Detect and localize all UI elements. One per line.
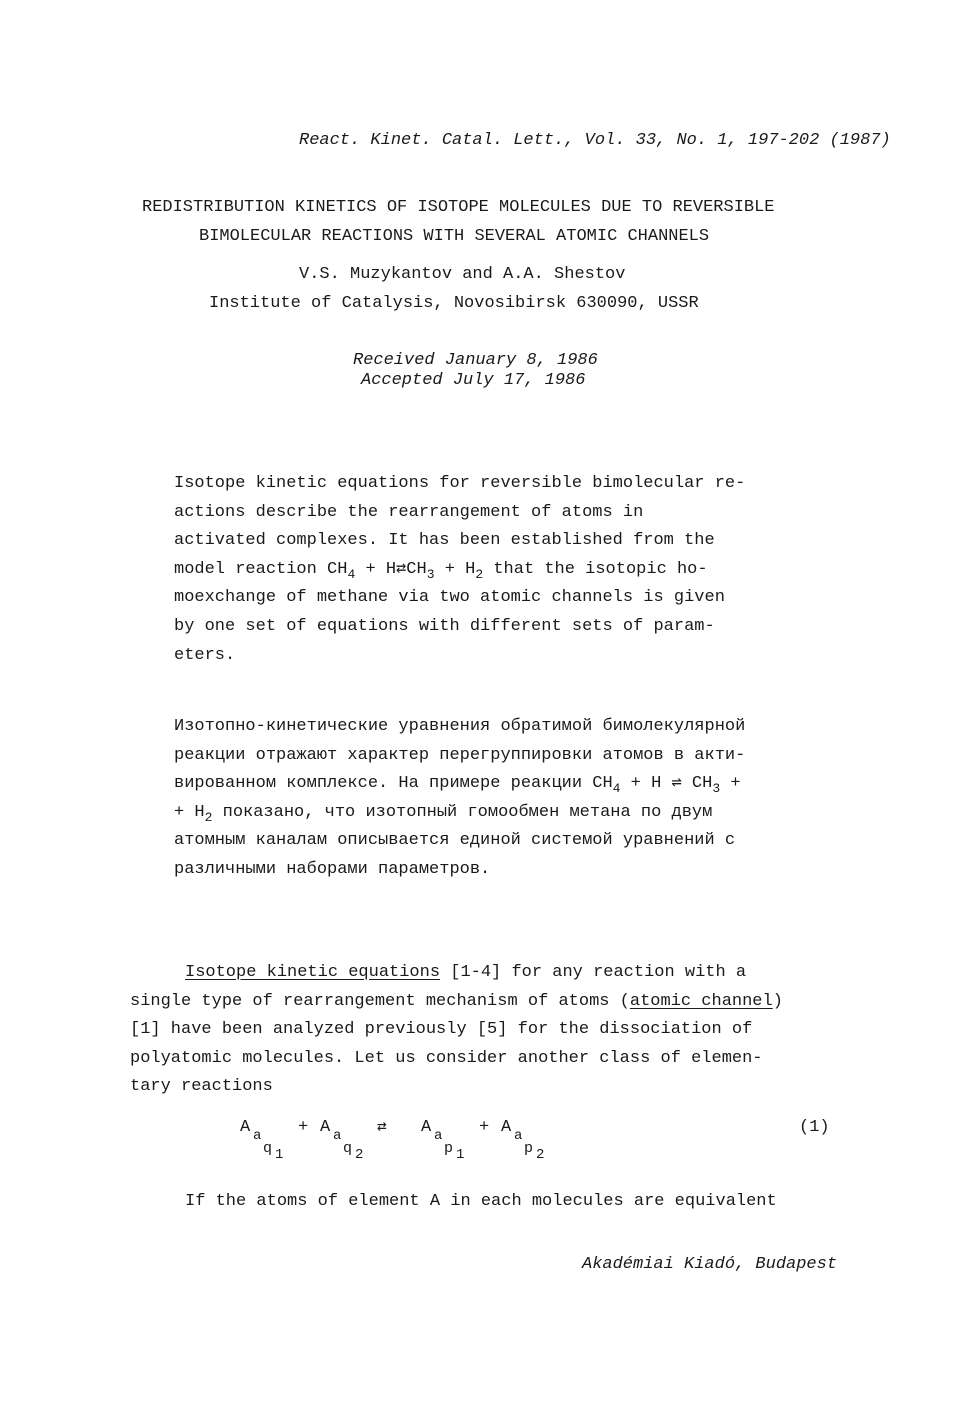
eq-sub-a: a bbox=[434, 1128, 443, 1144]
equation-number: (1) bbox=[799, 1118, 830, 1137]
journal-citation: React. Kinet. Catal. Lett., Vol. 33, No. 1, 197-202 (1987) bbox=[299, 131, 891, 150]
body-line: Isotope kinetic equations [1-4] for any reaction with a bbox=[185, 963, 747, 982]
abstract-en-line: moexchange of methane via two atomic channels is given bbox=[174, 588, 725, 608]
paper-title-line-1: REDISTRIBUTION KINETICS OF ISOTOPE MOLECULES DUE TO REVERSIBLE bbox=[142, 198, 775, 217]
eq-sub-q: q bbox=[343, 1140, 353, 1157]
abstract-ru-line: вированном комплексе. На примере реакции $CH_4 + H$ ⇌ $CH_3$ + bbox=[174, 774, 741, 797]
eq-reversible-arrows: ⇄ bbox=[377, 1118, 387, 1136]
eq-sub-1: 1 bbox=[275, 1147, 284, 1163]
eq-plus: + bbox=[298, 1118, 309, 1137]
eq-sub-2: 2 bbox=[536, 1147, 545, 1163]
authors: V.S. Muzykantov and A.A. Shestov bbox=[299, 265, 626, 284]
abstract-en-line: by one set of equations with different sets of param- bbox=[174, 616, 715, 636]
received-date: Received January 8, 1986 bbox=[353, 351, 598, 370]
abstract-ru-line: реакции отражают характер перегруппировки атомов в акти- bbox=[174, 745, 746, 765]
body-paragraph-2: If the atoms of element A in each molecules are equivalent bbox=[185, 1192, 777, 1211]
eq-sub-a: a bbox=[333, 1128, 342, 1144]
abstract-en-line: actions describe the rearrangement of atoms in bbox=[174, 502, 644, 522]
abstract-russian bbox=[174, 713, 745, 885]
abstract-ru-line: различными наборами параметров. bbox=[174, 859, 491, 879]
abstract-ru-line: атомным каналам описывается единой системой уравнений с bbox=[174, 831, 736, 851]
body-paragraph-1 bbox=[130, 959, 783, 1102]
eq-sub-q: q bbox=[263, 1140, 273, 1157]
eq-plus: + bbox=[479, 1118, 490, 1137]
eq-sub-1: 1 bbox=[456, 1147, 465, 1163]
eq-A: A bbox=[421, 1118, 432, 1137]
publisher-footer: Akadémiai Kiadó, Budapest bbox=[582, 1255, 838, 1274]
eq-sub-p: p bbox=[444, 1140, 454, 1157]
equation-1 bbox=[0, 1114, 976, 1164]
abstract-ru-line: Изотопно-кинетические уравнения обратимой бимолекулярной bbox=[174, 717, 746, 736]
eq-sub-a: a bbox=[514, 1128, 523, 1144]
abstract-en-line: eters. bbox=[174, 645, 236, 665]
abstract-en-line: model reaction $CH_4$ + $H⇄CH_3 + H_2$ that the isotopic ho- bbox=[174, 559, 708, 582]
body-line: tary reactions bbox=[130, 1077, 273, 1097]
body-line: single type of rearrangement mechanism of atoms (atomic channel) bbox=[130, 991, 783, 1011]
eq-A: A bbox=[240, 1118, 251, 1137]
affiliation: Institute of Catalysis, Novosibirsk 630090, USSR bbox=[209, 294, 699, 313]
accepted-date: Accepted July 17, 1986 bbox=[361, 371, 586, 390]
abstract-english bbox=[174, 470, 745, 670]
eq-sub-a: a bbox=[253, 1128, 262, 1144]
term-isotope-kinetic-equations: Isotope kinetic equations bbox=[185, 963, 441, 982]
paper-title-line-2: BIMOLECULAR REACTIONS WITH SEVERAL ATOMIC CHANNELS bbox=[199, 227, 710, 246]
abstract-en-line: Isotope kinetic equations for reversible bimolecular re- bbox=[174, 474, 746, 493]
eq-A: A bbox=[501, 1118, 512, 1137]
eq-sub-2: 2 bbox=[355, 1147, 364, 1163]
body-line: [1] have been analyzed previously [5] for the dissociation of bbox=[130, 1020, 753, 1040]
eq-A: A bbox=[320, 1118, 331, 1137]
abstract-en-line: activated complexes. It has been established from the bbox=[174, 531, 715, 551]
body-line: polyatomic molecules. Let us consider another class of elemen- bbox=[130, 1048, 763, 1068]
eq-sub-p: p bbox=[524, 1140, 534, 1157]
abstract-ru-line: + $H_2$ показано, что изотопный гомообмен метана по двум bbox=[174, 802, 713, 825]
term-atomic-channel: atomic channel bbox=[629, 991, 773, 1011]
